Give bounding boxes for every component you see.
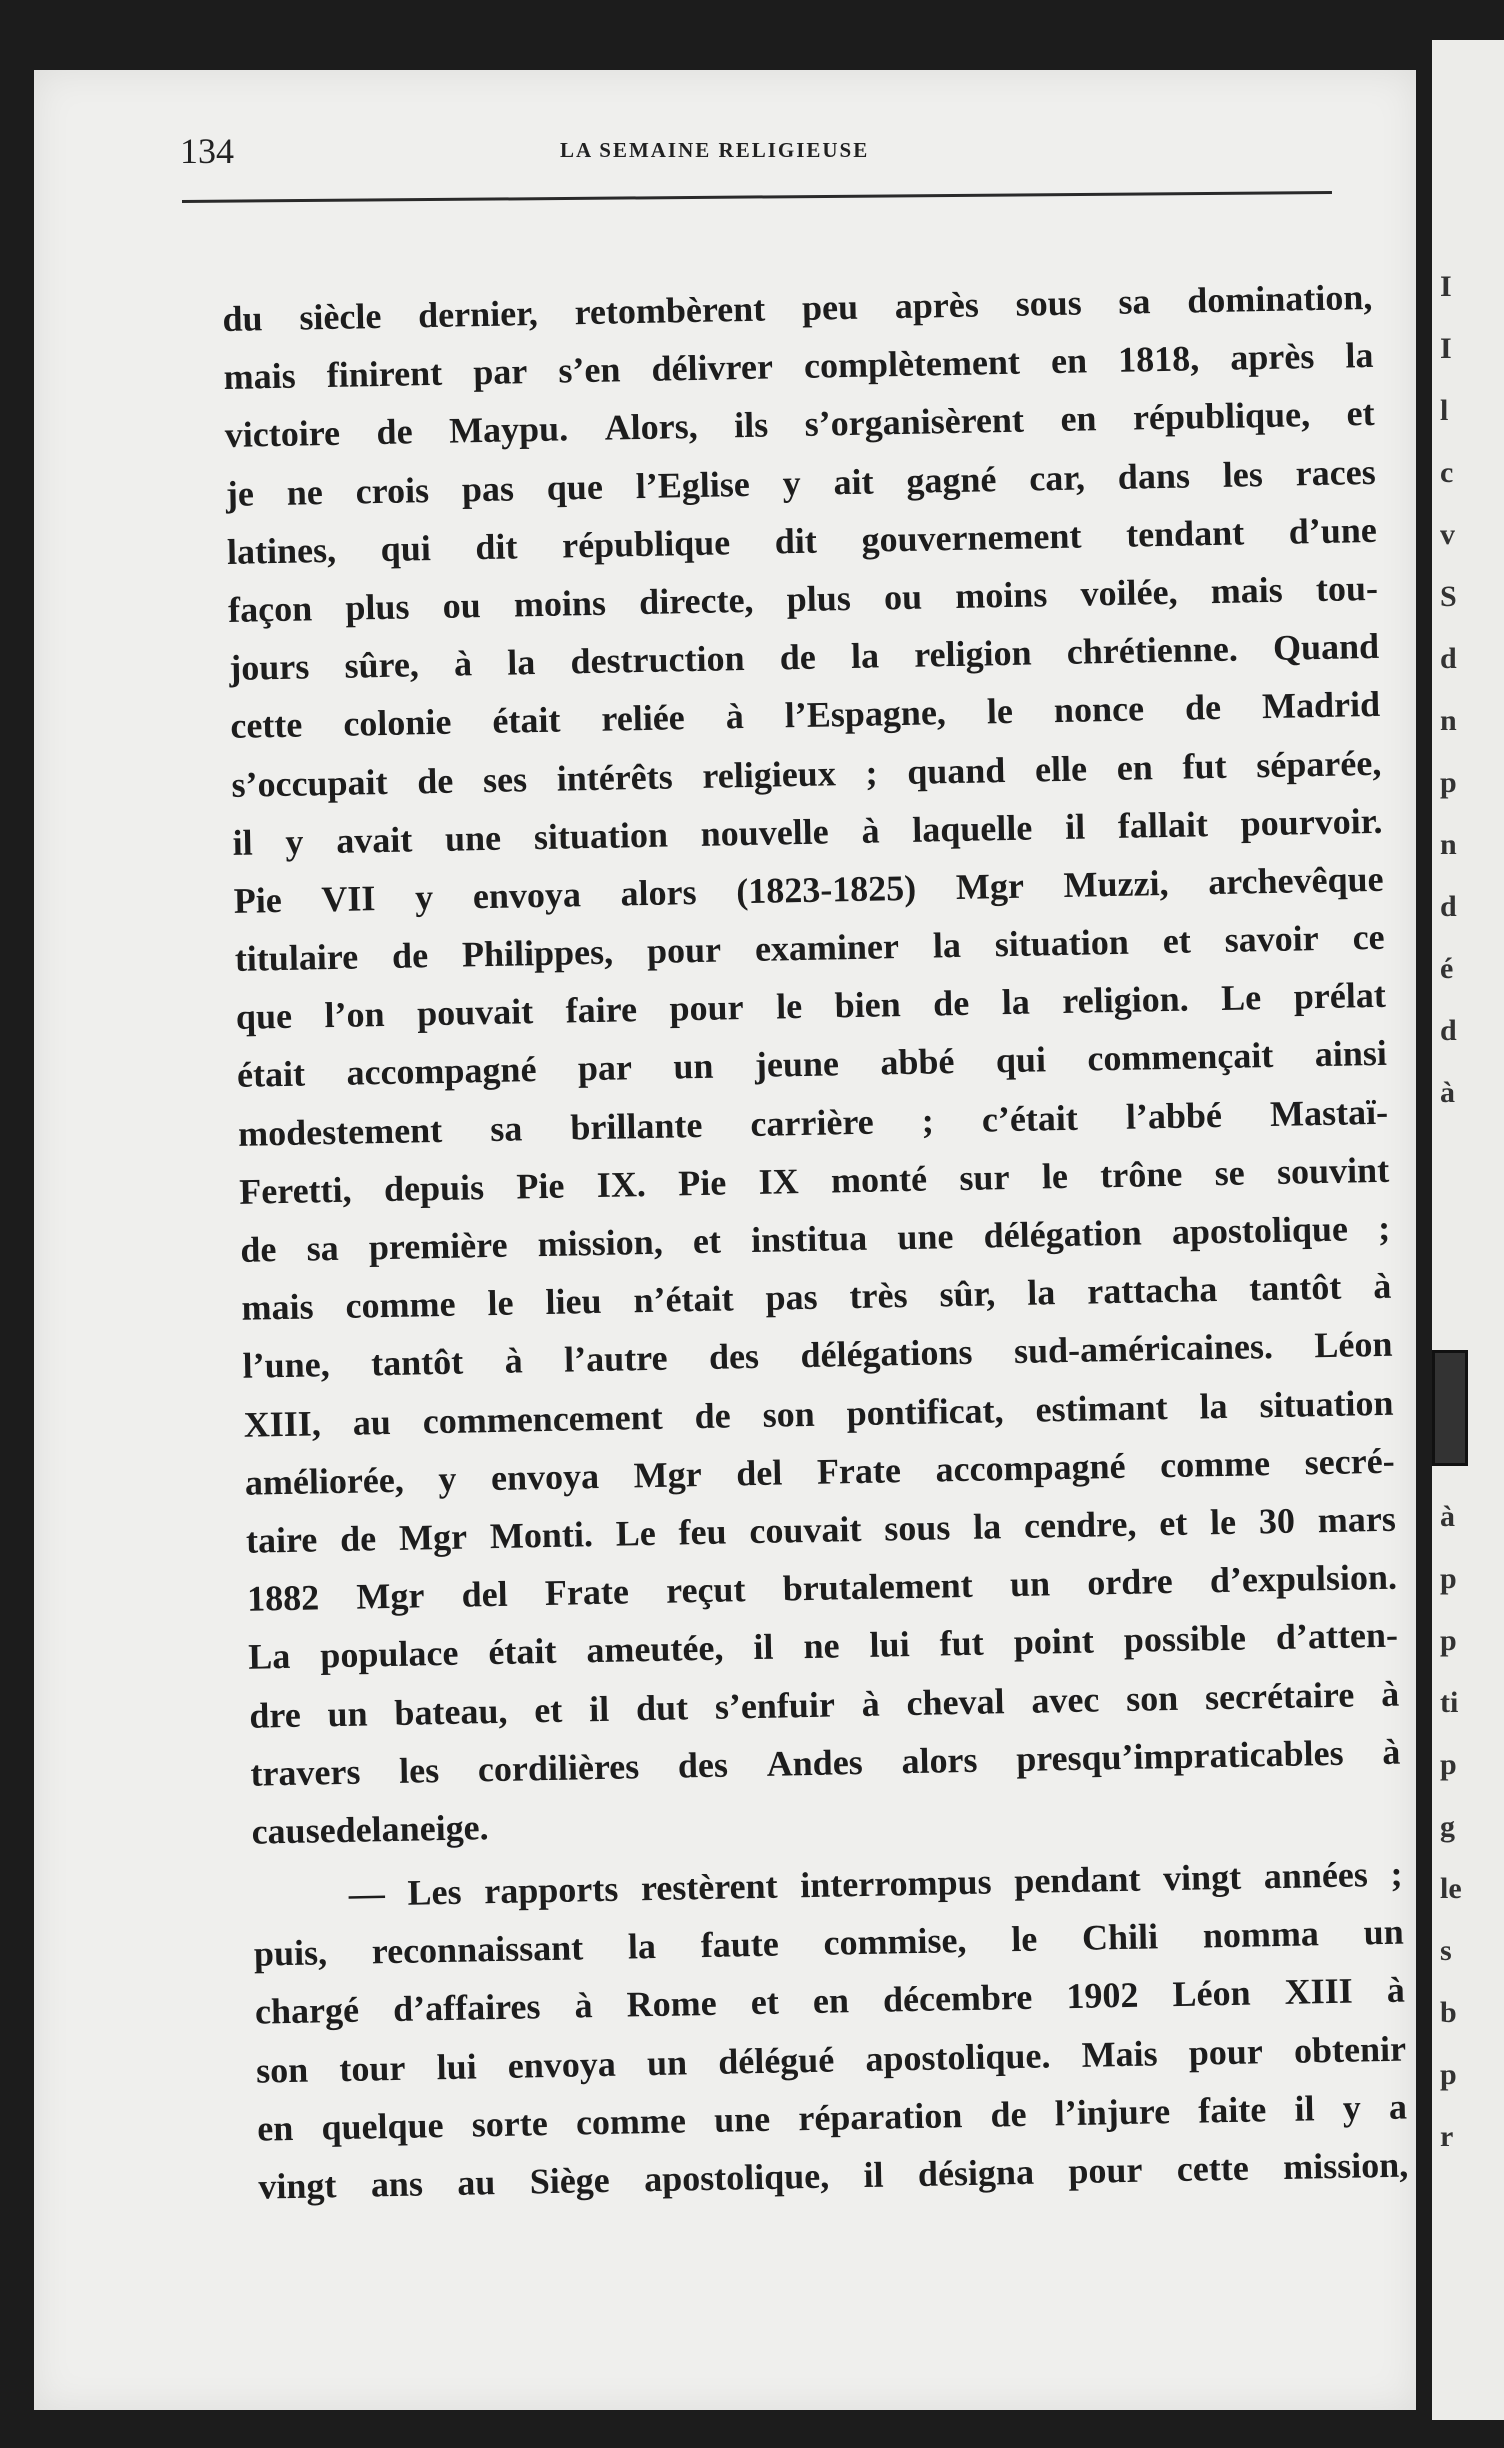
margin-letter: d xyxy=(1440,890,1457,923)
margin-letter: b xyxy=(1440,1996,1457,2029)
text-line: que l’on pouvait faire pour le bien de la religion. Le prélat xyxy=(235,975,1387,1038)
text-line: mais comme le lieu n’était pas très sûr, la rattacha tantôt à xyxy=(241,1265,1392,1328)
text-line: dre un bateau, et il dut s’enfuir à cheval avec son secrétaire à xyxy=(248,1673,1400,1736)
text-line: victoire de Maypu. Alors, ils s’organisèrent en république, et xyxy=(224,393,1375,456)
margin-letter: p xyxy=(1440,1562,1457,1595)
margin-letter: I xyxy=(1440,332,1452,365)
text-line: s’occupait de ses intérêts religieux ; quand elle en fut séparée, xyxy=(231,742,1382,805)
paragraph-2 xyxy=(252,1845,1408,2216)
margin-letter: c xyxy=(1440,456,1454,489)
text-line: façon plus ou moins directe, plus ou moins voilée, mais tou- xyxy=(227,567,1379,630)
margin-letter: S xyxy=(1440,580,1457,613)
margin-letter: ti xyxy=(1440,1686,1459,1719)
margin-letter: p xyxy=(1440,1624,1457,1657)
margin-letter: n xyxy=(1440,828,1457,861)
text-line: du siècle dernier, retombèrent peu après sous sa domination, xyxy=(222,276,1373,339)
text-line: travers les cordilières des Andes alors presqu’impraticables à xyxy=(250,1731,1401,1794)
margin-letter: g xyxy=(1440,1810,1455,1843)
margin-letter: p xyxy=(1440,766,1457,799)
margin-letter: s xyxy=(1440,1934,1452,1967)
text-line: Feretti, depuis Pie IX. Pie IX monté sur le trône se souvint xyxy=(238,1149,1390,1212)
text-line: son tour lui envoya un délégué apostolique. Mais pour obtenir xyxy=(255,2028,1407,2091)
margin-letter: p xyxy=(1440,1748,1457,1781)
margin-letter: p xyxy=(1440,2058,1457,2091)
text-line: XIII, au commencement de son pontificat, estimant la situation xyxy=(243,1382,1394,1445)
text-line: améliorée, y envoya Mgr del Frate accompagné comme secré- xyxy=(244,1440,1395,1503)
text-line: 1882 Mgr del Frate reçut brutalement un ordre d’expulsion. xyxy=(246,1556,1398,1619)
ornament-block xyxy=(1432,1350,1468,1466)
text-line: cette colonie était reliée à l’Espagne, le nonce de Madrid xyxy=(229,684,1381,747)
text-line: mais finirent par s’en délivrer complètement en 1818, après la xyxy=(223,335,1374,398)
text-line: je ne crois pas que l’Eglise y ait gagné car, dans les races xyxy=(225,451,1376,514)
text-line: il y avait une situation nouvelle à laquelle il fallait pourvoir. xyxy=(232,800,1383,863)
text-line: en quelque sorte comme une réparation de l’injure faite il y a xyxy=(256,2086,1408,2149)
margin-letter: à xyxy=(1440,1076,1455,1109)
text-line: La populace était ameutée, il ne lui fut point possible d’atten- xyxy=(247,1614,1399,1678)
text-line: l’une, tantôt à l’autre des délégations sud-américaines. Léon xyxy=(242,1324,1393,1387)
margin-letter: é xyxy=(1440,952,1454,985)
body-text xyxy=(222,268,1409,2216)
text-line: Pie VII y envoya alors (1823-1825) Mgr Muzzi, archevêque xyxy=(233,858,1384,921)
margin-letter: I xyxy=(1440,270,1452,303)
text-line: de sa première mission, et institua une délégation apostolique ; xyxy=(240,1207,1391,1270)
margin-letter: v xyxy=(1440,518,1455,551)
margin-letter: à xyxy=(1440,1500,1455,1533)
text-line: était accompagné par un jeune abbé qui commençait ainsi xyxy=(236,1033,1388,1096)
margin-letter: l xyxy=(1440,394,1449,427)
page-header xyxy=(180,130,1330,190)
text-line: chargé d’affaires à Rome et en décembre 1902 Léon XIII à xyxy=(254,1970,1406,2033)
text-line: cause de la neige. xyxy=(251,1807,489,1852)
margin-letter: r xyxy=(1440,2120,1454,2153)
text-line: jours sûre, à la destruction de la religion chrétienne. Quand xyxy=(228,625,1380,689)
text-line: taire de Mgr Monti. Le feu couvait sous la cendre, et le 30 mars xyxy=(245,1498,1397,1561)
book-page-right-edge xyxy=(1432,40,1504,2420)
paragraph-1 xyxy=(222,268,1402,1861)
text-line: modestement sa brillante carrière ; c’était l’abbé Mastaï- xyxy=(237,1091,1389,1154)
text-line: titulaire de Philippes, pour examiner la situation et savoir ce xyxy=(234,916,1385,979)
margin-letter: d xyxy=(1440,642,1457,675)
page-number: 134 xyxy=(180,131,234,171)
margin-letter: le xyxy=(1440,1872,1462,1905)
margin-letter: d xyxy=(1440,1014,1457,1047)
running-title: LA SEMAINE RELIGIEUSE xyxy=(560,138,870,162)
text-line: latines, qui dit république dit gouvernement tendant d’une xyxy=(226,509,1378,572)
text-line: puis, reconnaissant la faute commise, le Chili nomma un xyxy=(253,1911,1405,1974)
text-line: — Les rapports restèrent interrompus pendant vingt années ; xyxy=(348,1853,1403,1914)
margin-letter: n xyxy=(1440,704,1457,737)
text-line: vingt ans au Siège apostolique, il désigna pour cette mission, xyxy=(258,2144,1409,2207)
